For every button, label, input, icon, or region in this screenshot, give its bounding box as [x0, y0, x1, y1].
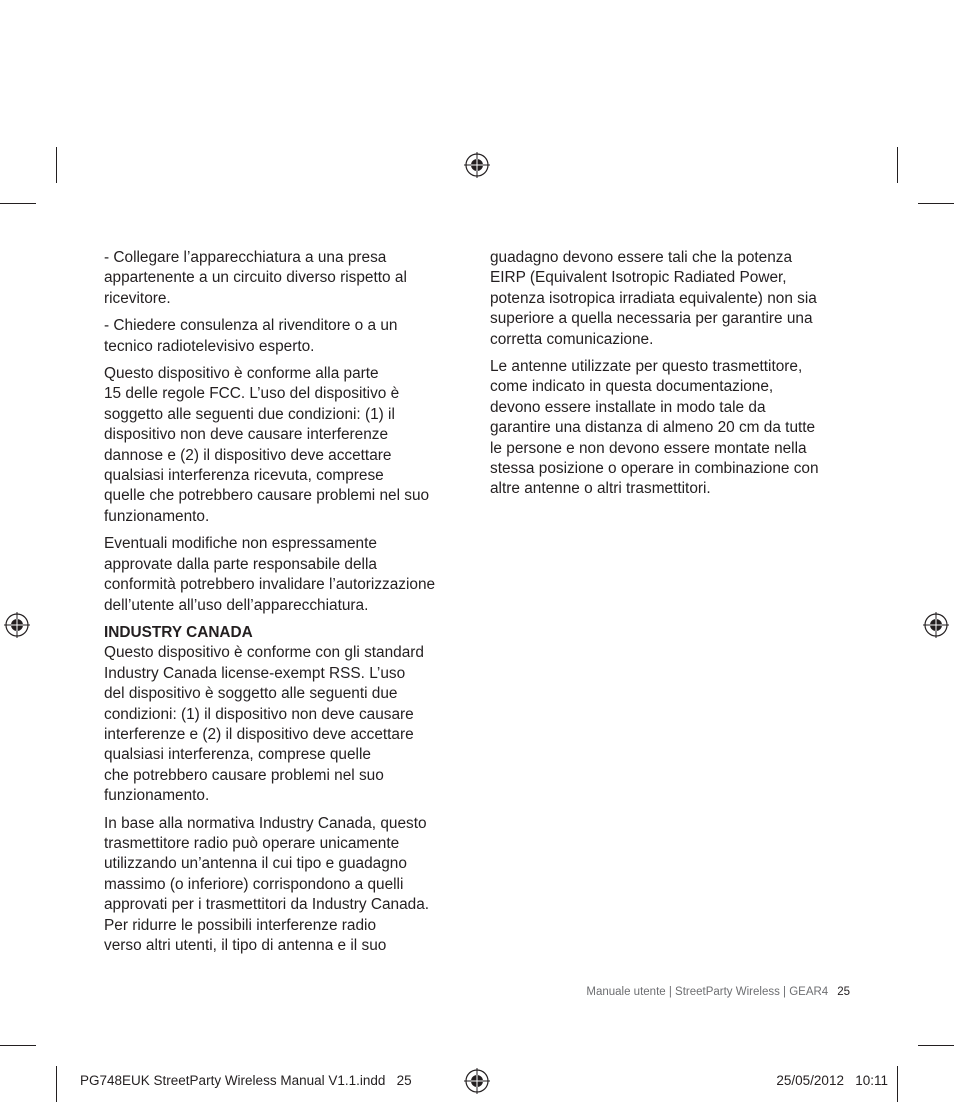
text-line: le persone e non devono essere montate nella	[490, 439, 807, 457]
crop-mark	[0, 1045, 36, 1046]
text-line: massimo (o inferiore) corrispondono a quelli	[104, 875, 404, 893]
crop-mark	[918, 203, 954, 204]
text-line: come indicato in questa documentazione,	[490, 378, 774, 396]
text-line: guadagno devono essere tali che la potenza	[490, 249, 793, 266]
registration-mark-icon	[923, 612, 949, 638]
text-line: appartenente a un circuito diverso rispetto al	[104, 269, 407, 287]
paragraph	[490, 248, 852, 350]
text-line: Industry Canada license-exempt RSS. L’uso	[104, 664, 406, 682]
paragraph	[104, 814, 466, 957]
footer-running-text: Manuale utente | StreetParty Wireless | GEAR4	[586, 986, 829, 998]
text-line: Eventuali modifiche non espressamente	[104, 535, 377, 553]
text-line: Per ridurre le possibili interferenze radio	[104, 916, 377, 934]
text-line: stessa posizione o operare in combinazione con	[490, 460, 819, 478]
text-line: EIRP (Equivalent Isotropic Radiated Power,	[490, 269, 787, 287]
paragraph	[104, 364, 466, 527]
text-line: Questo dispositivo è conforme alla parte	[104, 365, 379, 383]
right-column	[490, 248, 852, 507]
crop-mark	[0, 203, 36, 204]
text-line: - Collegare l’apparecchiatura a una presa	[104, 249, 387, 266]
slug-date-time: 25/05/2012 10:11	[776, 1073, 888, 1088]
text-line: funzionamento.	[104, 787, 210, 805]
text-line: corretta comunicazione.	[490, 330, 654, 348]
text-line: verso altri utenti, il tipo di antenna e il suo	[104, 937, 387, 954]
paragraph	[104, 316, 466, 357]
text-line: In base alla normativa Industry Canada, questo	[104, 814, 427, 832]
text-line: ricevitore.	[104, 289, 171, 307]
text-line: tecnico radiotelevisivo esperto.	[104, 337, 315, 355]
left-column	[104, 248, 466, 963]
text-line: utilizzando un’antenna il cui tipo e guadagno	[104, 855, 407, 873]
text-line: approvate dalla parte responsabile della	[104, 555, 377, 573]
registration-mark-icon	[464, 152, 490, 178]
text-line: potenza isotropica irradiata equivalente) non sia	[490, 289, 817, 307]
page-footer	[586, 986, 850, 998]
text-line: del dispositivo è soggetto alle seguenti due	[104, 685, 398, 703]
crop-mark	[897, 1066, 898, 1102]
crop-mark	[918, 1045, 954, 1046]
text-line: qualsiasi interferenza, comprese quelle	[104, 746, 371, 764]
section-heading: INDUSTRY CANADA	[104, 623, 253, 641]
crop-mark	[897, 147, 898, 183]
crop-mark	[56, 1066, 57, 1102]
text-line: condizioni: (1) il dispositivo non deve causare	[104, 705, 414, 723]
registration-mark-icon	[464, 1068, 490, 1094]
text-line: Le antenne utilizzate per questo trasmettitore,	[490, 358, 803, 376]
paragraph	[104, 623, 466, 807]
text-line: superiore a quella necessaria per garantire una	[490, 310, 813, 328]
text-line: interferenze e (2) il dispositivo deve accettare	[104, 725, 414, 743]
text-line: dannose e (2) il dispositivo deve accettare	[104, 446, 392, 464]
slug-file-info: PG748EUK StreetParty Wireless Manual V1.1.indd 25	[80, 1073, 412, 1088]
page-number: 25	[837, 986, 850, 998]
crop-mark	[56, 147, 57, 183]
text-line: dispositivo non deve causare interferenze	[104, 426, 389, 444]
text-line: trasmettitore radio può operare unicamente	[104, 834, 400, 852]
text-line: 15 delle regole FCC. L’uso del dispositivo è	[104, 385, 400, 403]
text-line: soggetto alle seguenti due condizioni: (1) il	[104, 405, 395, 423]
text-line: quelle che potrebbero causare problemi nel suo	[104, 487, 430, 505]
paragraph	[490, 357, 852, 500]
paragraph	[104, 534, 466, 616]
text-line: che potrebbero causare problemi nel suo	[104, 766, 384, 784]
text-line: dell’utente all’uso dell’apparecchiatura.	[104, 596, 369, 614]
text-line: Questo dispositivo è conforme con gli standard	[104, 644, 424, 662]
text-line: altre antenne o altri trasmettitori.	[490, 480, 711, 498]
text-line: - Chiedere consulenza al rivenditore o a un	[104, 317, 398, 335]
text-line: qualsiasi interferenza ricevuta, comprese	[104, 467, 384, 485]
text-line: funzionamento.	[104, 507, 210, 525]
registration-mark-icon	[4, 612, 30, 638]
text-line: approvati per i trasmettitori da Industry Canada.	[104, 896, 430, 914]
paragraph	[104, 248, 466, 309]
text-line: devono essere installate in modo tale da	[490, 398, 766, 416]
text-line: conformità potrebbero invalidare l’autorizzazione	[104, 576, 436, 594]
text-line: garantire una distanza di almeno 20 cm da tutte	[490, 419, 816, 437]
